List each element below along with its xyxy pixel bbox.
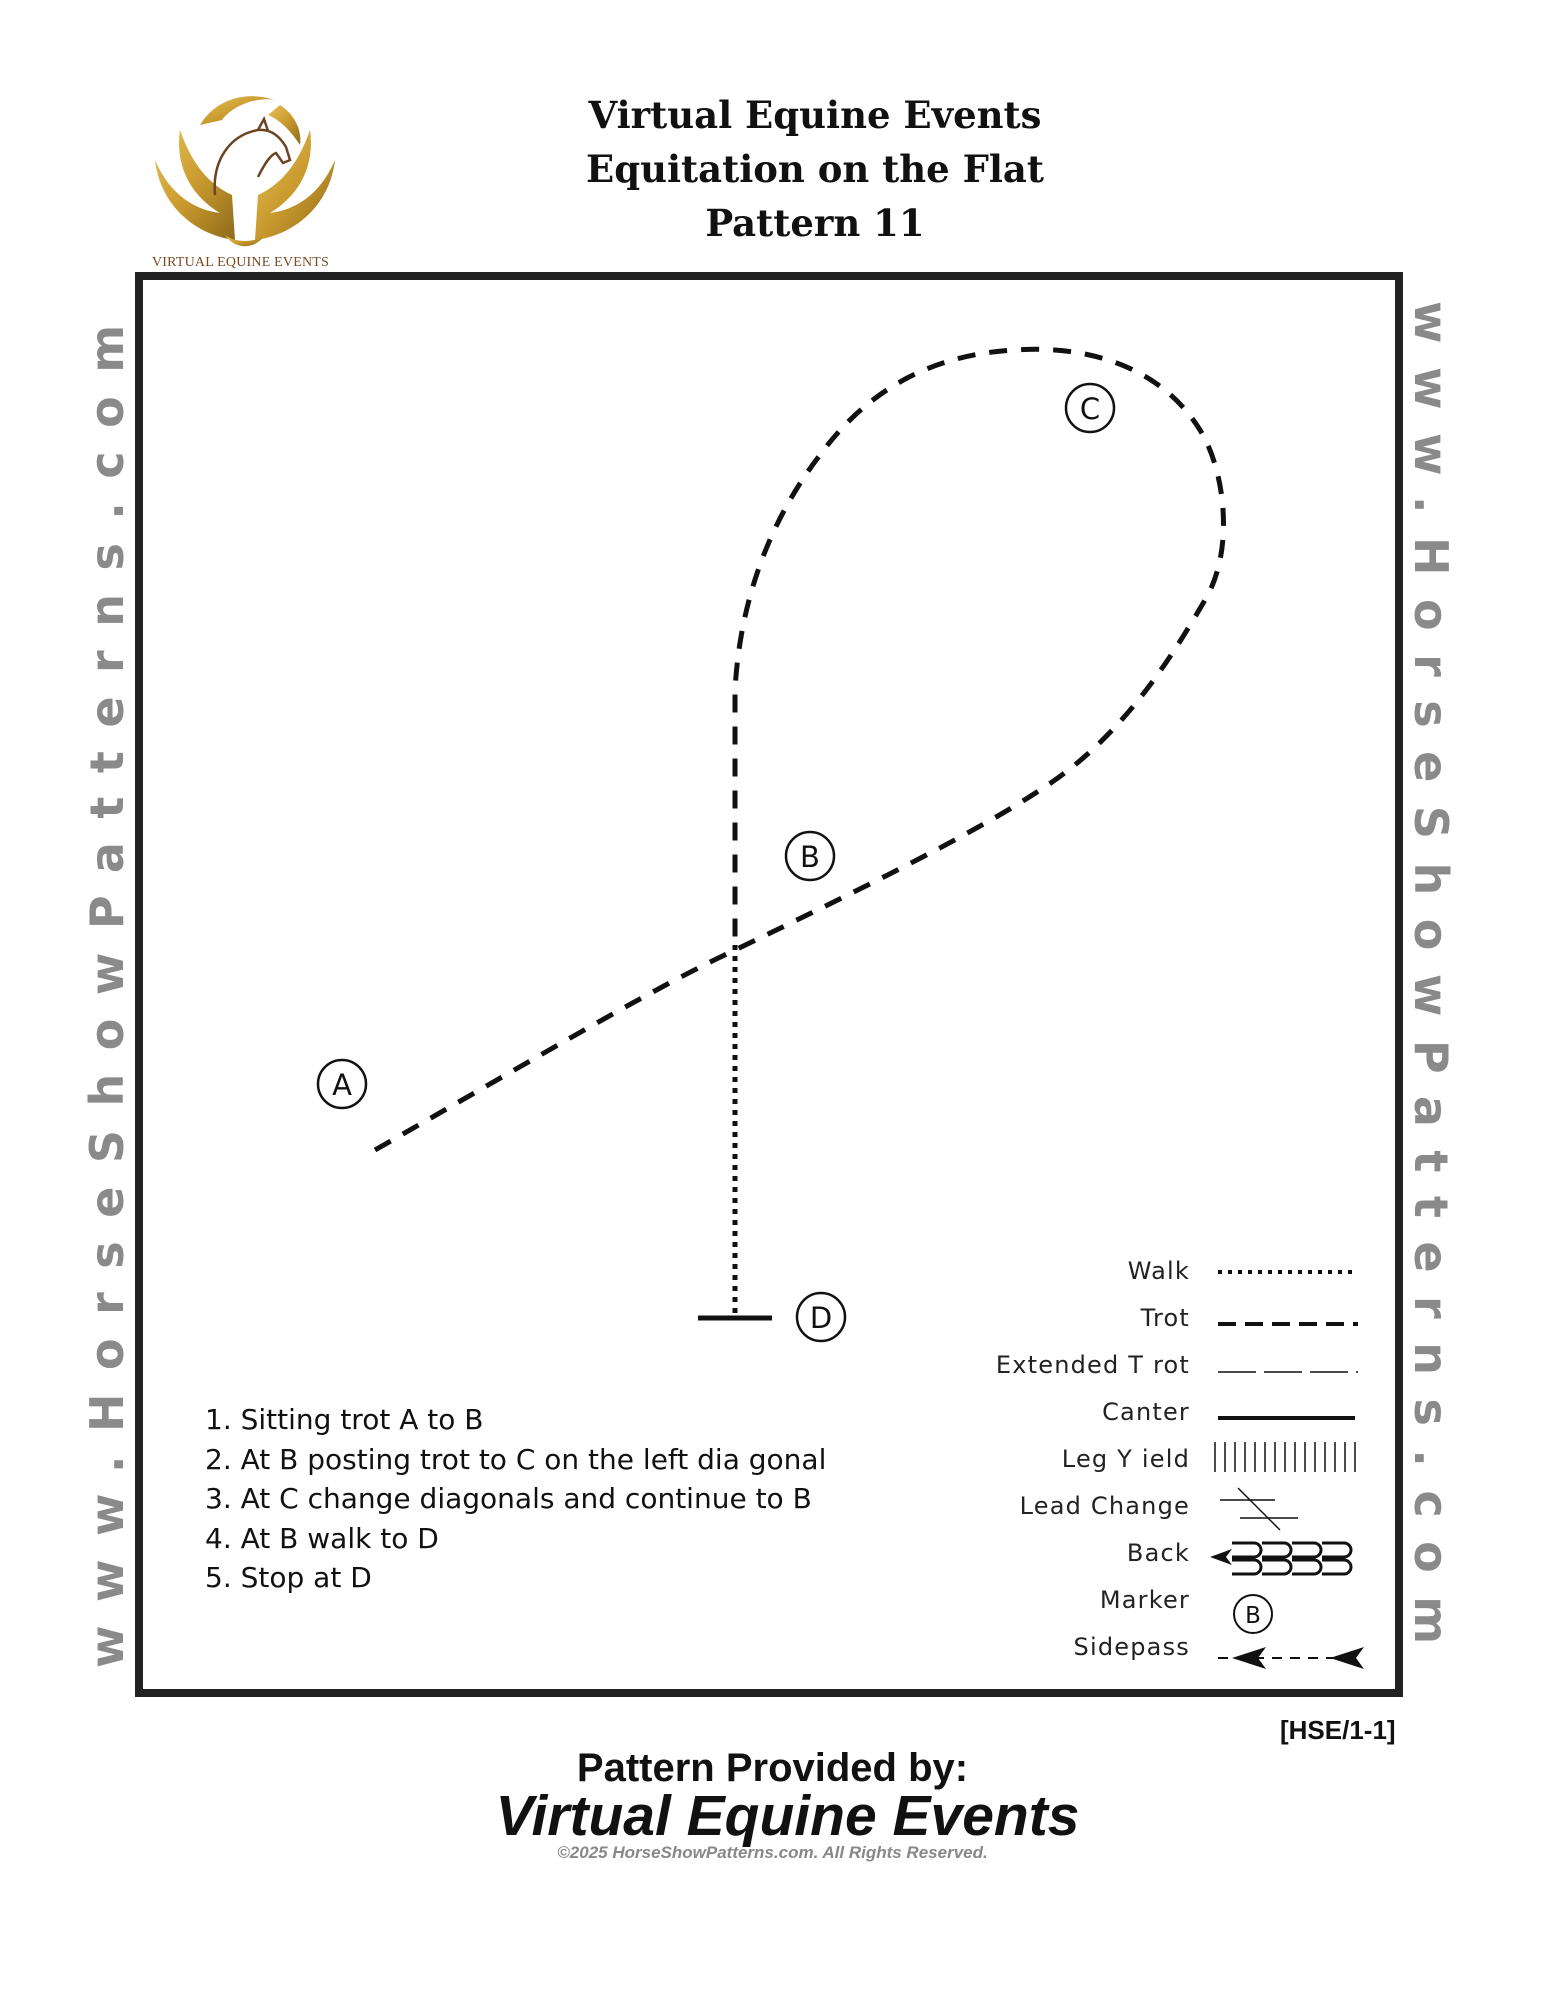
marker-c [1066,384,1114,432]
legend-back-label: Back [1126,1539,1190,1567]
page-title: Virtual Equine Events [588,93,1042,137]
marker-d [797,1293,845,1341]
marker-d-label: D [809,1301,833,1335]
legend-back-symbol [1210,1543,1351,1574]
legend-marker-letter: B [1245,1603,1261,1629]
instruction-step: 1. Sitting trot A to B [205,1403,484,1436]
marker-a-label: A [332,1068,352,1102]
legend-canter-label: Canter [1102,1398,1190,1426]
logo-text: VIRTUAL EQUINE EVENTS [152,255,330,270]
legend-marker-symbol [1234,1595,1272,1633]
legend-lead-change-label: Lead Change [1019,1492,1190,1520]
provider-name: Virtual Equine Events [495,1784,1080,1848]
watermark-left: www.HorseShowPatterns.com [80,301,134,1668]
legend-extended-trot-label: Extended T rot [995,1351,1190,1379]
marker-c-label: C [1079,392,1101,426]
legend-leg-yield-label: Leg Y ield [1061,1445,1190,1473]
watermark-right: www.HorseShowPatterns.com [1404,301,1458,1668]
legend-sidepass-symbol [1218,1647,1364,1669]
instructions-list [205,1400,826,1598]
marker-b-label: B [800,840,820,874]
marker-a [318,1060,366,1108]
page-subtitle: Equitation on the Flat [586,147,1044,191]
legend-sidepass-label: Sidepass [1073,1633,1190,1661]
legend-leg-yield-symbol [1215,1442,1355,1472]
pattern-title: Pattern 11 [705,201,925,245]
provided-by-label: Pattern Provided by: [576,1746,969,1790]
instruction-step: 3. At C change diagonals and continue to B [205,1482,812,1515]
copyright-text: ©2025 HorseShowPatterns.com. All Rights Reserved. [557,1843,988,1862]
trot-path [375,349,1224,1150]
legend-walk-label: Walk [1127,1257,1190,1285]
legend-marker-label: Marker [1099,1586,1190,1614]
legend-trot-label: Trot [1140,1304,1190,1332]
legend-lead-change-symbol [1220,1488,1298,1530]
pattern-code: [HSE/1-1] [1280,1715,1396,1745]
instruction-step: 2. At B posting trot to C on the left dia gonal [205,1442,827,1476]
marker-b [786,832,834,880]
instruction-step: 5. Stop at D [205,1561,372,1594]
instruction-step: 4. At B walk to D [205,1521,439,1555]
